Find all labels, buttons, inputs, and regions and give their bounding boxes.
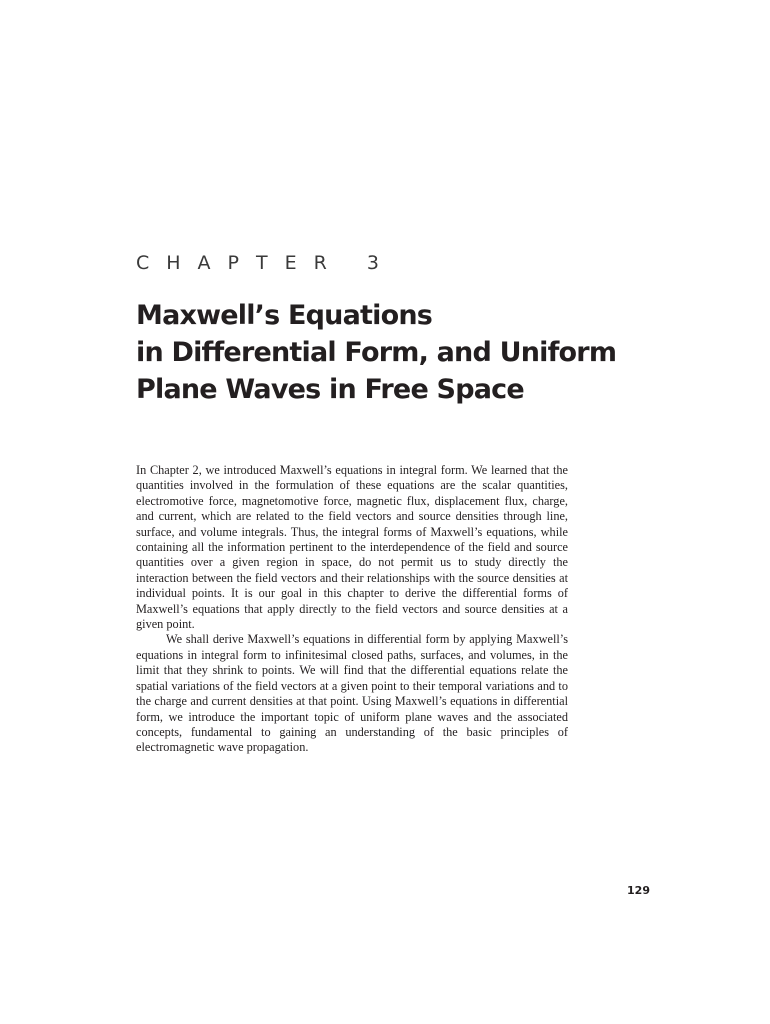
chapter-intro-text: [136, 463, 568, 756]
chapter-title-line: Plane Waves in Free Space: [136, 374, 524, 405]
chapter-title-line: in Differential Form, and Uniform: [136, 337, 617, 368]
chapter-title-line: Maxwell’s Equations: [136, 300, 433, 331]
page-number: 129: [627, 884, 650, 897]
intro-paragraph: We shall derive Maxwell’s equations in differential form by applying Maxwell’s equations in integral form to infinitesimal closed paths, surfaces, and volumes, in the limit that they shrink to points. We will find that the differential equations relate the spatial variations of the field vectors at a given point to their temporal variations and to the charge and current densities at that point. Using Maxwell’s equations in differential form, we introduce the important topic of uniform plane waves and the associated concepts, fundamental to gaining an understanding of the basic principles of electromagnetic wave propagation.: [136, 632, 568, 755]
chapter-label: CHAPTER 3: [136, 252, 396, 274]
intro-paragraph: In Chapter 2, we introduced Maxwell’s equations in integral form. We learned that the quantities involved in the formulation of these equations are the scalar quantities, electromotive force, magnetomotive force, magnetic flux, displacement flux, charge, and current, which are related to the field vectors and source densities through line, surface, and volume integrals. Thus, the integral forms of Maxwell’s equations, while containing all the information pertinent to the interdependence of the field and source quantities over a given region in space, do not permit us to study directly the interaction between the field vectors and their relationships with the source densities at individual points. It is our goal in this chapter to derive the differential forms of Maxwell’s equations that apply directly to the field vectors and source densities at a given point.: [136, 463, 568, 632]
chapter-title: [136, 297, 696, 408]
